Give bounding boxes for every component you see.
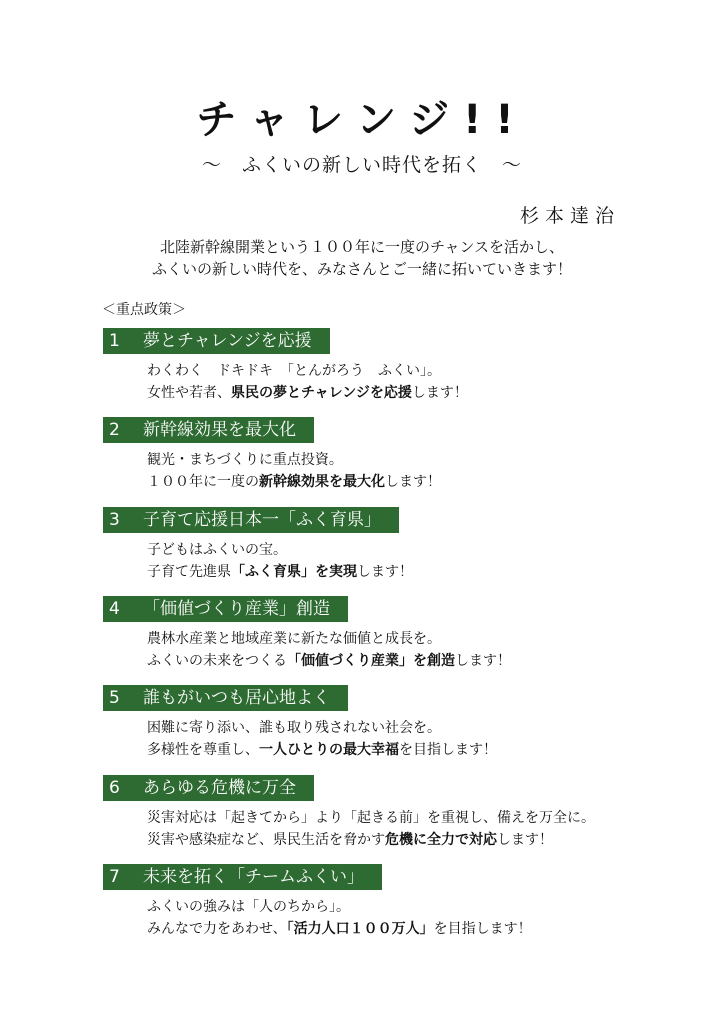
policy-line <box>147 650 511 672</box>
policy-title-bar <box>103 864 382 890</box>
policy-title: 「価値づくり産業」創造 <box>143 599 330 619</box>
policy-line <box>147 471 441 493</box>
policy-line-text: みんなで力をあわせ、 <box>147 921 287 937</box>
policy-line-text: します！ <box>357 564 413 580</box>
section-heading: ＜重点政策＞ <box>102 302 186 318</box>
policy-line-text: 女性や若者、 <box>147 385 231 401</box>
policy-7 <box>103 864 532 940</box>
policy-5 <box>103 685 497 761</box>
policy-title: 誰もがいつも居心地よく <box>143 688 330 708</box>
policy-6 <box>103 775 595 851</box>
policy-line: 困難に寄り添い、誰も取り残されない社会を。 <box>147 720 441 736</box>
intro-line: 北陸新幹線開業という１００年に一度のチャンスを活かし、 <box>159 238 565 256</box>
policy-3 <box>103 507 413 583</box>
policy-line <box>147 918 532 940</box>
policy-number: 6 <box>109 778 120 798</box>
policy-line: 農林水産業と地域産業に新たな価値と成長を。 <box>147 631 441 647</box>
policy-title-bar <box>103 328 330 354</box>
policy-title: 夢とチャレンジを応援 <box>143 331 312 351</box>
policy-line-text: します！ <box>385 474 441 490</box>
policy-line: 子どもはふくいの宝。 <box>147 542 287 558</box>
policy-number: 7 <box>109 867 120 887</box>
policy-title-bar <box>103 775 314 801</box>
policy-title-bar <box>103 685 348 711</box>
policy-line-text: を目指します！ <box>399 742 497 758</box>
policy-title-bar <box>103 417 314 443</box>
policy-line: 災害対応は「起きてから」より「起きる前」を重視し、備えを万全に。 <box>147 810 595 826</box>
policy-line-bold: 「活力人口１００万人」 <box>286 921 434 937</box>
policy-title: 未来を拓く「チームふくい」 <box>143 867 364 887</box>
policy-2 <box>103 417 441 493</box>
policy-line-bold: 新幹線効果を最大化 <box>259 474 385 490</box>
policy-number: 4 <box>109 599 120 619</box>
policy-line-text: １００年に一度の <box>147 474 259 490</box>
policy-line-text: 子育て先進県 <box>147 564 231 580</box>
policy-description <box>147 360 468 404</box>
policy-line-text: します！ <box>497 832 553 848</box>
policy-line-bold: 一人ひとりの最大幸福 <box>259 742 399 758</box>
intro-text <box>0 236 724 280</box>
policy-description <box>147 449 441 493</box>
policy-line <box>147 829 595 851</box>
policy-number: 2 <box>109 420 120 440</box>
page-title: チャレンジ!! <box>196 97 528 143</box>
policy-description <box>147 628 511 672</box>
policy-number: 1 <box>109 331 120 351</box>
policy-line-bold: 「価値づくり産業」を創造 <box>287 653 455 669</box>
policy-description <box>147 896 532 940</box>
policy-line-text: ふくいの未来をつくる <box>147 653 287 669</box>
policy-line-text: を目指します！ <box>433 921 532 937</box>
policy-line-bold: 県民の夢とチャレンジを応援 <box>231 385 412 401</box>
policy-line: わくわく ドキドキ 「とんがろう ふくい」。 <box>147 363 441 379</box>
policy-line <box>147 739 497 761</box>
policy-title-bar <box>103 596 348 622</box>
page-subtitle: ～ ふくいの新しい時代を拓く ～ <box>201 154 522 176</box>
policy-description <box>147 807 595 851</box>
policy-line-text: します！ <box>455 653 511 669</box>
policy-title: あらゆる危機に万全 <box>143 778 296 798</box>
policy-line-bold: 危機に全力で対応 <box>385 832 497 848</box>
policy-line <box>147 561 413 583</box>
policy-1 <box>103 328 468 404</box>
policy-line-text: 災害や感染症など、県民生活を脅かす <box>147 832 385 848</box>
policy-line: ふくいの強みは「人のちから」。 <box>147 899 350 915</box>
policy-number: 5 <box>109 688 120 708</box>
intro-line: ふくいの新しい時代を、みなさんとご一緒に拓いていきます！ <box>151 260 572 278</box>
policy-4 <box>103 596 511 672</box>
policy-description <box>147 539 413 583</box>
policy-line-bold: 「ふく育県」を実現 <box>231 564 357 580</box>
policy-title: 新幹線効果を最大化 <box>143 420 296 440</box>
policy-number: 3 <box>109 510 120 530</box>
policy-line-text: 多様性を尊重し、 <box>147 742 259 758</box>
policy-title: 子育て応援日本一「ふく育県」 <box>143 510 381 530</box>
policy-line: 観光・まちづくりに重点投資。 <box>147 452 343 468</box>
policy-title-bar <box>103 507 399 533</box>
author-name: 杉本達治 <box>519 205 620 227</box>
policy-line <box>147 382 468 404</box>
policy-line-text: します！ <box>411 385 468 401</box>
policy-description <box>147 717 497 761</box>
